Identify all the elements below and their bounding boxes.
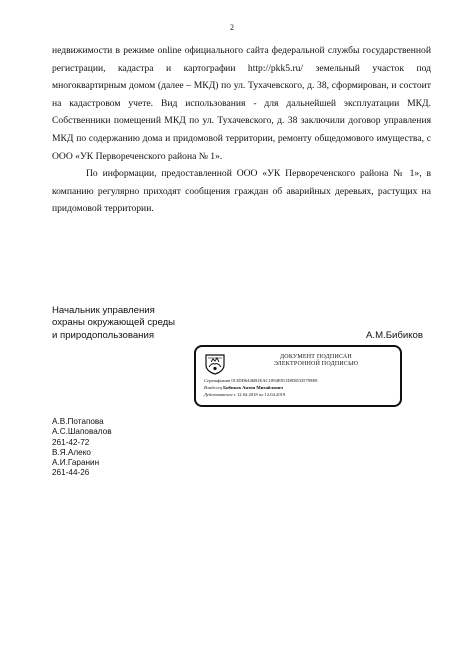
stamp-heading-line: ЭЛЕКТРОННОЙ ПОДПИСЬЮ [273, 361, 359, 367]
stamp-details [204, 377, 396, 398]
stamp-heading-line: ДОКУМЕНТ ПОДПИСАН [280, 354, 352, 360]
validity-from-word: с [233, 392, 236, 397]
page-number: 2 [230, 23, 234, 32]
coat-of-arms-icon [204, 353, 226, 375]
validity-to-word: по [258, 392, 264, 397]
paragraph-tree-reports: По информации, предоставленной ООО «УК Первореченского района № 1», в компанию регулярно приходят сообщения граждан об аварийных деревьях, растущих на придомовой территории. [52, 168, 431, 215]
certificate-value: 013DD6446B1EAC1894E811D83D335799E8 [231, 378, 318, 383]
stamp-heading [236, 354, 396, 368]
signatory-title-line: и природопользования [52, 329, 155, 341]
owner-label: Владелец [204, 385, 222, 390]
owner-line [204, 384, 396, 391]
certificate-line [204, 377, 396, 384]
contact-line: А.И.Гаранин [52, 458, 100, 468]
letter-body [52, 42, 431, 218]
validity-from-date: 12.04.2018 [236, 392, 258, 397]
validity-label: Действителен [204, 392, 233, 397]
certificate-label: Сертификат [204, 378, 231, 383]
validity-line [204, 391, 396, 398]
contact-line: 261-44-26 [52, 468, 90, 478]
contact-line: 261-42-72 [52, 437, 90, 447]
signatory-title-line: охраны окружающей среды [52, 317, 176, 329]
contact-line: А.С.Шаповалов [52, 427, 112, 437]
signatory-title [52, 305, 175, 342]
validity-to-date: 12.04.2019 [264, 392, 286, 397]
owner-value: Бибиков Антон Михайлович [223, 385, 283, 390]
contact-line: А.В.Потапова [52, 417, 104, 426]
signatory-name: А.М.Бибиков [366, 330, 423, 341]
electronic-signature-stamp [194, 345, 402, 407]
paragraph-cadastral-info: недвижимости в режиме online официального сайта федеральной службы государственной регистрации, кадастра и картографии http://pkk5.ru/ земельный участок под многоквартирным домом (далее – МКД) по ул. Тухачевского, д. 38, сформирован, и состоит на кадастровом учете. Вид использования - для дальнейшей эксплуатации МКД. Собственники помещений МКД по ул. Тухачевского, д. 38 заключили договор управления МКД по содержанию дома и придомовой территории, ремонту общедомового имущества, с ООО «УК Первореченского района № 1». [52, 45, 431, 162]
signatory-title-line: Начальник управления [52, 305, 155, 316]
executor-contacts [52, 417, 112, 479]
contact-line: В.Я.Алеко [52, 447, 91, 457]
